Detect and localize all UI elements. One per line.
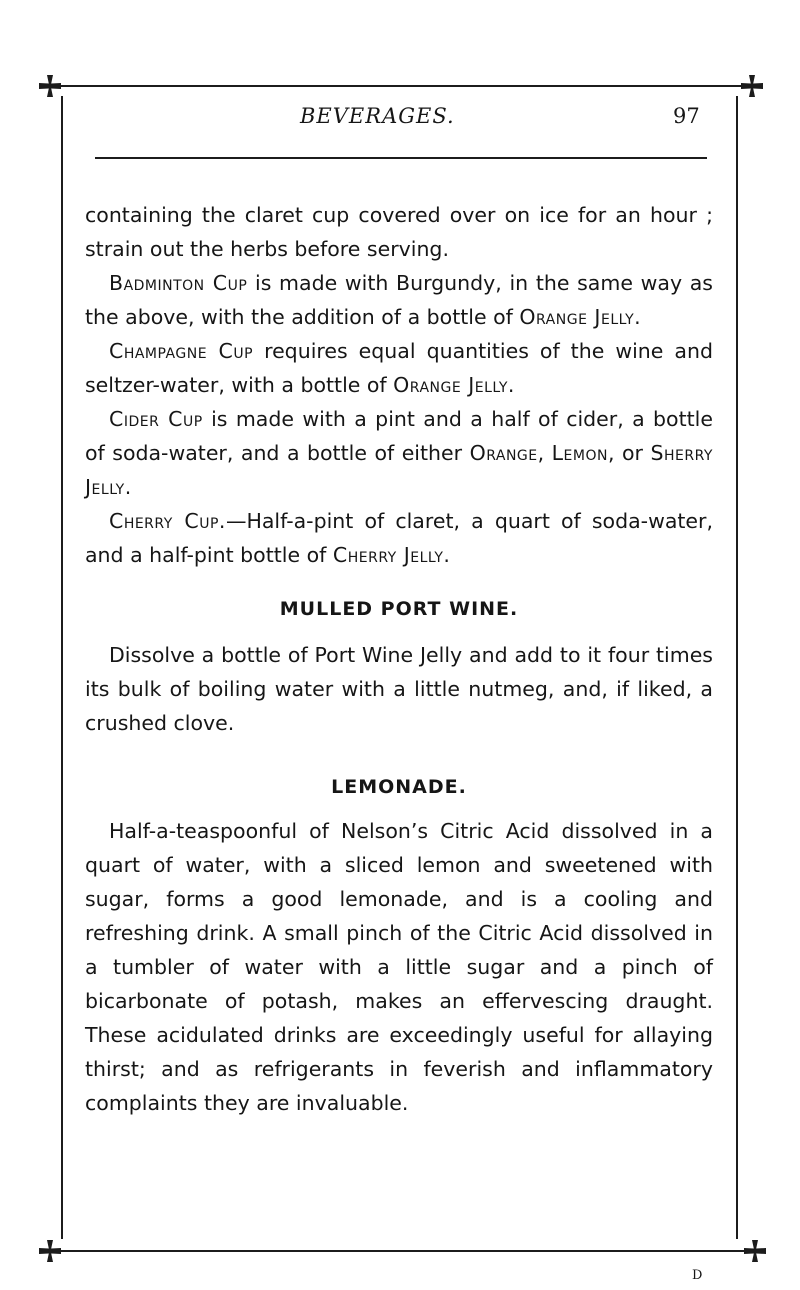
product-reference: Orange Jelly	[393, 373, 508, 397]
product-reference: Lemon	[551, 441, 608, 465]
product-reference: Sherry Jelly	[85, 441, 713, 499]
cross-pattee-icon	[38, 74, 62, 98]
cross-pattee-icon	[743, 1239, 767, 1263]
header-rule	[95, 157, 707, 159]
frame-left-line	[61, 96, 63, 1239]
running-title: BEVERAGES.	[300, 104, 455, 128]
product-reference: Cherry Jelly	[332, 543, 444, 567]
page-header	[0, 104, 800, 134]
product-reference: Orange Jelly	[519, 305, 635, 329]
product-reference: Orange	[469, 441, 538, 465]
recipe-name: Badminton Cup	[109, 271, 248, 295]
frame-bottom-line	[50, 1250, 755, 1252]
recipe-name: Cider Cup	[109, 407, 203, 431]
paragraph-claret-cup-end: containing the claret cup covered over on ice for an hour ; strain out the herbs before serving.	[85, 203, 713, 261]
paragraph-lemonade: Half-a-teaspoonful of Nelson’s Citric Acid dissolved in a quart of water, with a sliced lemon and sweetened with sugar, forms a good lemonade, and is a cooling and refreshing drink. A small pinch of the Citric Acid dissolved in a tumbler of water with a little sugar and a pinch of bicarbonate of potash, makes an effervescing draught. These acidulated drinks are exceedingly useful for allaying thirst; and as refrigerants in feverish and inflammatory complaints they are invaluable.	[85, 819, 713, 1115]
page-content	[85, 198, 713, 1120]
paragraph-cherry-cup: Cherry Cup.—Half-a-pint of claret, a quart of soda-water, and a half-pint bottle of Cherry Jelly.	[85, 509, 713, 567]
signature-mark: D	[692, 1268, 703, 1283]
recipe-name: Cherry Cup.	[109, 509, 226, 533]
frame-top-line	[50, 85, 752, 87]
paragraph-mulled-port-wine: Dissolve a bottle of Port Wine Jelly and add to it four times its bulk of boiling water with a little nutmeg, and, if liked, a crushed clove.	[85, 643, 713, 735]
cross-pattee-icon	[740, 74, 764, 98]
recipe-name: Champagne Cup	[109, 339, 254, 363]
page-number: 97	[673, 104, 700, 128]
frame-right-line	[736, 96, 738, 1239]
section-heading-mulled-port-wine: MULLED PORT WINE.	[279, 598, 519, 620]
paragraph-champagne-cup: Champagne Cup requires equal quantities of the wine and seltzer-water, with a bottle of Orange Jelly.	[85, 339, 713, 397]
cross-pattee-icon	[38, 1239, 62, 1263]
paragraph-badminton-cup: Badminton Cup is made with Burgundy, in the same way as the above, with the addition of a bottle of Orange Jelly.	[85, 271, 713, 329]
section-heading-lemonade: LEMONADE.	[331, 776, 467, 798]
paragraph-cider-cup: Cider Cup is made with a pint and a half of cider, a bottle of soda-water, and a bottle of either Orange, Lemon, or Sherry Jelly.	[85, 407, 713, 499]
